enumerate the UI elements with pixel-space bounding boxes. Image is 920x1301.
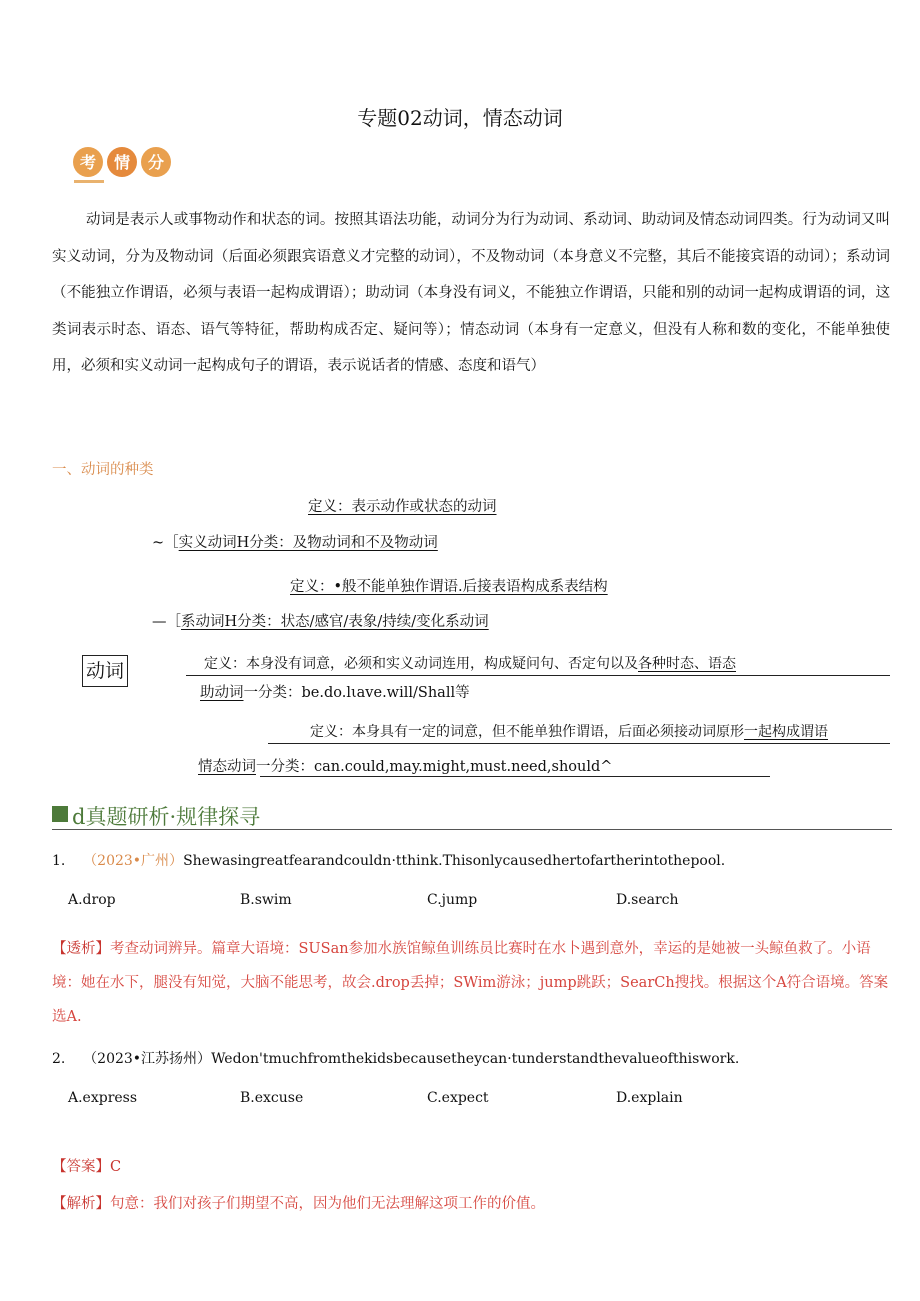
q2-answer <box>52 1155 121 1176</box>
qing-classification: 一分类：can.could,may.might,must.need,should^ <box>256 759 613 775</box>
q2-option-d: D.explain <box>616 1090 683 1106</box>
verb-center-box: 动词 <box>82 655 128 687</box>
badge-char-3: 分 <box>147 153 165 172</box>
q2-option-b: B.excuse <box>240 1090 304 1106</box>
xi-row <box>152 610 489 631</box>
qing-definition-underlined: 一起构成谓语 <box>744 724 828 740</box>
section-heading-exam-analysis <box>52 803 892 830</box>
kaoqingfen-badge <box>68 144 176 188</box>
shiyi-classification: 实义动词H分类：及物动词和不及物动词 <box>178 535 438 551</box>
xi-bracket: —［ <box>152 614 181 630</box>
q2-option-c: C.expect <box>427 1090 489 1106</box>
analysis-label: 【透析】 <box>52 941 110 957</box>
question-number: 1. <box>52 853 66 869</box>
shiyi-row <box>152 531 438 552</box>
q1-option-a: A.drop <box>68 892 116 908</box>
q1-option-d: D.search <box>616 892 679 908</box>
qing-definition <box>310 721 828 741</box>
shiyi-definition: 定义：表示动作或状态的动词 <box>308 499 497 515</box>
xi-definition: 定义：•般不能单独作谓语.后接表语构成系表结构 <box>290 579 608 595</box>
question-1 <box>52 850 725 870</box>
section-heading-text: d真题研析·规律探寻 <box>72 805 261 829</box>
question-stem: Wedon'tmuchfromthekidsbecausetheycan·tunderstandthevalueofthiswork. <box>211 1051 740 1067</box>
question-stem: Shewasingreatfearandcouldn·tthink.Thisonlycausedhertofartherintothepool. <box>183 853 726 869</box>
q1-analysis <box>52 932 894 1034</box>
qing-row <box>198 755 612 776</box>
answer-label: 【答案】 <box>52 1159 110 1175</box>
badge-char-1: 考 <box>79 153 97 172</box>
zhu-definition-text: 定义：本身没有词意，必须和实义动词连用，构成疑问句、否定句以及 <box>204 656 638 672</box>
green-square-icon <box>52 806 68 822</box>
qing-name: 情态动词 <box>198 759 256 775</box>
page-title: 专题02动词，情态动词 <box>357 106 563 130</box>
badge-char-2: 情 <box>113 153 131 172</box>
analysis-text: 考查动词辨异。篇章大语境：SUSan参加水族馆鲸鱼训练员比赛时在水卜遇到意外，幸运的是她被一头鲸鱼救了。小语境：她在水下，腿没有知觉，大脑不能思考，故会.drop丢掉；SWim游泳；jump跳跃；SearCh搜找。根据这个A符合语境。答案选A. <box>52 941 889 1025</box>
q2-analysis <box>52 1192 545 1213</box>
zhu-row <box>200 681 470 702</box>
xi-classification: 系动词H分类：状态/感官/表象/持续/变化系动词 <box>181 614 489 630</box>
zhu-classification: 一分类：be.do.lιave.will/Shall等 <box>243 685 470 701</box>
section-heading-verb-types: 一、动词的种类 <box>52 462 154 478</box>
zhu-definition-underlined: 各种时态、语态 <box>638 656 736 672</box>
qing-divider <box>268 743 890 744</box>
shiyi-bracket: ~［ <box>152 535 179 551</box>
q1-option-c: C.jump <box>427 892 478 908</box>
analysis-label: 【解析】 <box>52 1196 110 1212</box>
question-source: （2023•广州） <box>83 853 184 869</box>
answer-value: C <box>110 1159 122 1175</box>
q2-option-a: A.express <box>68 1090 138 1106</box>
analysis-text: 句意：我们对孩子们期望不高，因为他们无法理解这项工作的价值。 <box>110 1196 545 1212</box>
intro-paragraph: 动词是表示人或事物动作和状态的词。按照其语法功能，动词分为行为动词、系动词、助动词及情态动词四类。行为动词又叫实义动词，分为及物动词（后面必须跟宾语意义才完整的动词），不及物动词（本身意义不完整，其后不能接宾语的动词）；系动词（不能独立作谓语，必须与表语一起构成谓语）；助动词（本身没有词义，不能独立作谓语，只能和别的动词一起构成谓语的词，这类词表示时态、语态、语气等特征，帮助构成否定、疑问等）；情态动词（本身有一定意义，但没有人称和数的变化，不能单独使用，必须和实义动词一起构成句子的谓语，表示说话者的情感、态度和语气） <box>52 212 890 374</box>
zhu-name: 助动词 <box>200 685 244 701</box>
zhu-divider <box>186 675 890 676</box>
qing-underline <box>260 776 770 777</box>
question-number: 2. <box>52 1051 66 1067</box>
qing-definition-text: 定义：本身具有一定的词意，但不能单独作谓语，后面必须接动词原形 <box>310 724 744 740</box>
q1-option-b: B.swim <box>240 892 292 908</box>
question-2 <box>52 1048 739 1068</box>
question-source: （2023•江苏扬州） <box>83 1051 212 1067</box>
zhu-definition <box>204 653 736 673</box>
